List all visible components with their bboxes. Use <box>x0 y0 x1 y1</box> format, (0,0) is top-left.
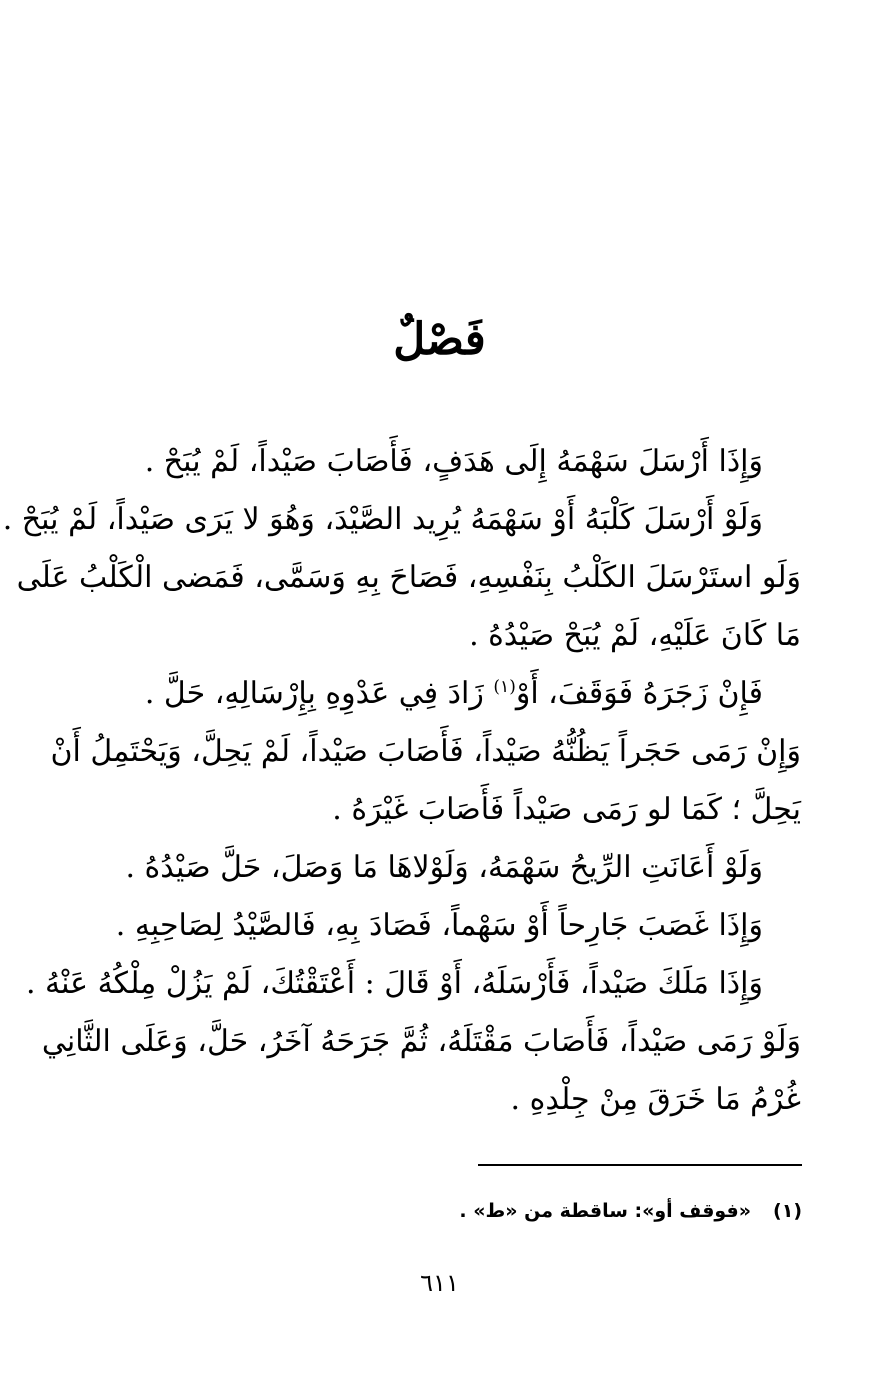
paragraph <box>88 839 763 897</box>
text-line: وَلَوْ أَعَانَتِ الرِّيحُ سَهْمَهُ، وَلَوْلاهَا مَا وَصَلَ، حَلَّ صَيْدُهُ . <box>125 850 763 885</box>
chapter-title: فَصْلٌ <box>393 314 486 365</box>
paragraph <box>50 723 801 839</box>
text-line <box>88 665 763 723</box>
text-line: وَإِذَا غَصَبَ جَارِحاً أَوْ سَهْماً، فَصَادَ بِهِ، فَالصَّيْدُ لِصَاحِبِهِ . <box>115 908 763 943</box>
text-segment: زَادَ فِي عَدْوِهِ بِإِرْسَالِهِ، حَلَّ . <box>144 676 494 711</box>
text-line: يَحِلَّ ؛ كَمَا لو رَمَى صَيْداً فَأَصَابَ غَيْرَهُ . <box>332 792 801 827</box>
footnote <box>459 1196 802 1226</box>
body-text <box>2 433 801 1129</box>
paragraph <box>16 549 801 665</box>
text-line: غُرْمُ مَا خَرَقَ مِنْ جِلْدِهِ . <box>510 1082 801 1117</box>
text-line: وَلَو استَرْسَلَ الكَلْبُ بِنَفْسِهِ، فَصَاحَ بِهِ وَسَمَّى، فَمَضى الْكَلْبُ عَلَى <box>16 560 801 595</box>
text-line: وَإِنْ رَمَى حَجَراً يَظُنُّهُ صَيْداً، فَأَصَابَ صَيْداً، لَمْ يَحِلَّ، وَيَحْتَمِلُ أَنْ <box>50 734 801 769</box>
footnote-reference: (١) <box>493 677 516 697</box>
text-line: وَإِذَا أَرْسَلَ سَهْمَهُ إِلَى هَدَفٍ، فَأَصَابَ صَيْداً، لَمْ يُبَحْ . <box>144 444 763 479</box>
text-line: مَا كَانَ عَلَيْهِ، لَمْ يُبَحْ صَيْدُهُ . <box>469 618 801 653</box>
paragraph <box>88 433 763 491</box>
text-line: وَلَوْ رَمَى صَيْداً، فَأَصَابَ مَقْتَلَهُ، ثُمَّ جَرَحَهُ آخَرُ، حَلَّ، وَعَلَى الثَّانِي <box>41 1024 801 1059</box>
page-number: ٦١١ <box>420 1269 459 1297</box>
text-line: وَلَوْ أَرْسَلَ كَلْبَهُ أَوْ سَهْمَهُ يُرِيد الصَّيْدَ، وَهُوَ لا يَرَى صَيْداً، لَمْ يُبَحْ . <box>2 502 763 537</box>
paragraph <box>25 955 763 1013</box>
footnote-text: «فوقف أو»: ساقطة من «ط» . <box>459 1200 752 1222</box>
footnote-divider <box>478 1164 802 1166</box>
paragraph <box>88 897 763 955</box>
paragraph <box>41 1013 801 1129</box>
text-segment: فَإِنْ زَجَرَهُ فَوَقَفَ، أَوْ <box>515 676 763 711</box>
footnote-number: (١) <box>773 1200 802 1222</box>
paragraph <box>88 665 763 723</box>
paragraph <box>2 491 763 549</box>
text-line: وَإِذَا مَلَكَ صَيْداً، فَأَرْسَلَهُ، أَوْ قَالَ : أَعْتَقْتُكَ، لَمْ يَزُلْ مِلْكُهُ عَنْهُ . <box>25 966 763 1001</box>
